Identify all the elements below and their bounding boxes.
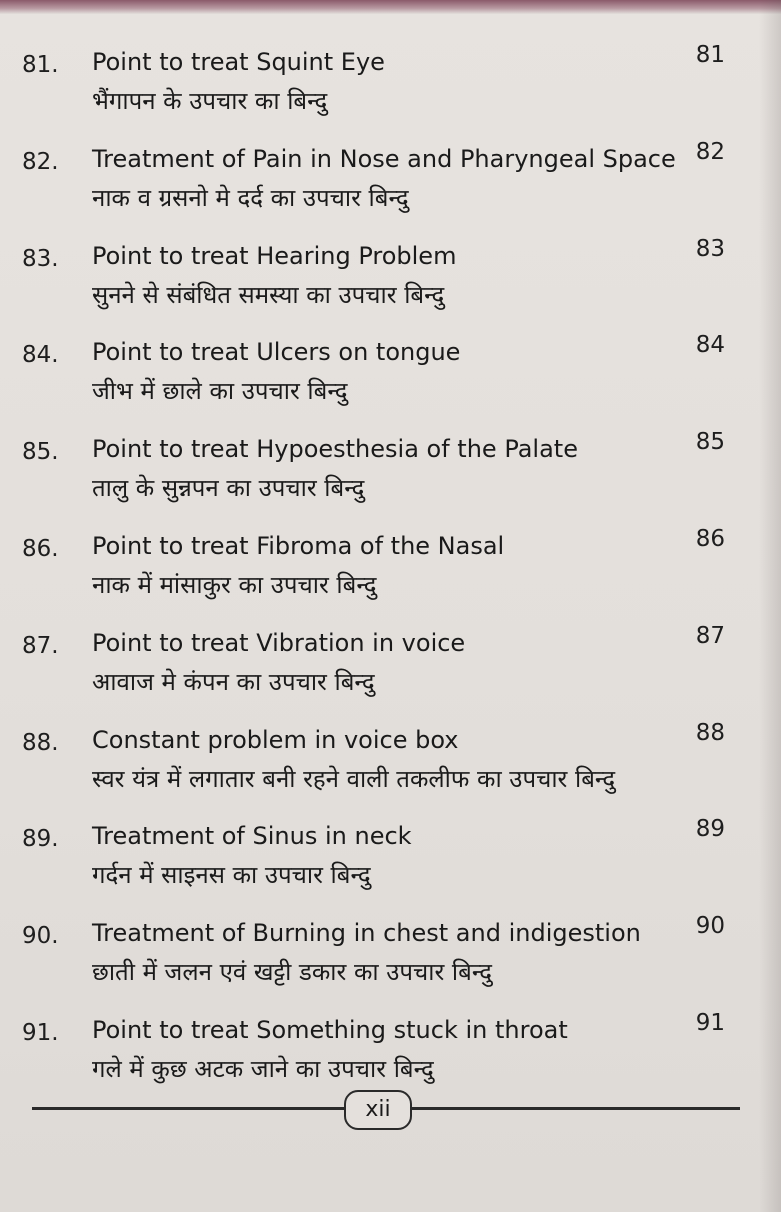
page-folio: xii (344, 1090, 412, 1130)
entry-title-hindi: छाती में जलन एवं खट्टी डकार का उपचार बिन्दु (92, 958, 493, 987)
entry-title-english: Point to treat Vibration in voice (92, 628, 466, 657)
entry-page-number: 82 (695, 138, 725, 165)
entry-number: 83. (22, 245, 59, 272)
toc-entry (0, 427, 781, 517)
entry-title-hindi: नाक व ग्रसनो मे दर्द का उपचार बिन्दु (92, 183, 409, 212)
entry-page-number: 89 (695, 816, 725, 843)
entry-title-hindi: गर्दन में साइनस का उपचार बिन्दु (92, 861, 371, 890)
entry-page-number: 88 (695, 719, 725, 746)
footer-rule-left (32, 1107, 344, 1110)
entry-title-english: Point to treat Squint Eye (92, 48, 385, 76)
entry-title-hindi: स्वर यंत्र में लगातार बनी रहने वाली तकलीफ का उपचार बिन्दु (92, 764, 616, 793)
entry-number: 81. (22, 52, 59, 78)
entry-title-hindi: आवाज मे कंपन का उपचार बिन्दु (92, 667, 375, 696)
page-top-edge (0, 0, 781, 14)
toc-entry (0, 524, 781, 614)
entry-title-english: Point to treat Ulcers on tongue (92, 338, 461, 367)
entry-title-english: Point to treat Hearing Problem (92, 241, 457, 270)
toc-entry (0, 814, 781, 904)
toc-entry (0, 234, 781, 324)
toc-entry (0, 718, 781, 808)
entry-number: 90. (22, 923, 59, 950)
entry-page-number: 83 (695, 235, 725, 262)
toc-entry (0, 911, 781, 1001)
entry-title-hindi: तालु के सुन्नपन का उपचार बिन्दु (92, 474, 365, 503)
toc-entry (0, 330, 781, 420)
entry-number: 89. (22, 826, 59, 853)
entry-number: 84. (22, 342, 59, 369)
entry-title-english: Treatment of Pain in Nose and Pharyngeal Space (92, 144, 676, 173)
toc-entry (0, 1008, 781, 1098)
entry-title-hindi: भैंगापन के उपचार का बिन्दु (92, 87, 328, 115)
entry-title-hindi: गले में कुछ अटक जाने का उपचार बिन्दु (92, 1055, 434, 1083)
toc-entry (0, 137, 781, 227)
entry-number: 86. (22, 536, 59, 562)
entry-number: 91. (22, 1020, 59, 1046)
entry-title-hindi: जीभ में छाले का उपचार बिन्दु (92, 377, 348, 406)
entry-title-english: Point to treat Hypoesthesia of the Palate (92, 435, 578, 464)
entry-page-number: 86 (695, 526, 725, 552)
entry-title-hindi: नाक में मांसाकुर का उपचार बिन्दु (92, 571, 377, 599)
entry-title-english: Treatment of Burning in chest and indigestion (92, 919, 641, 948)
entry-page-number: 91 (695, 1010, 725, 1036)
entry-page-number: 85 (695, 429, 725, 456)
toc-entry (0, 40, 781, 130)
entry-title-english: Point to treat Something stuck in throat (92, 1016, 568, 1044)
entry-title-hindi: सुनने से संबंधित समस्या का उपचार बिन्दु (92, 280, 445, 309)
entry-title-english: Constant problem in voice box (92, 725, 459, 754)
entry-number: 87. (22, 632, 59, 659)
entry-number: 88. (22, 729, 59, 756)
entry-page-number: 87 (695, 622, 725, 649)
entry-page-number: 81 (695, 42, 725, 68)
entry-number: 85. (22, 439, 59, 466)
footer-rule-right (412, 1107, 740, 1110)
entry-title-english: Treatment of Sinus in neck (92, 822, 412, 851)
entry-number: 82. (22, 148, 59, 175)
toc-entry (0, 621, 781, 711)
entry-title-english: Point to treat Fibroma of the Nasal (92, 532, 505, 560)
entry-page-number: 84 (695, 332, 725, 359)
entry-page-number: 90 (695, 913, 725, 940)
